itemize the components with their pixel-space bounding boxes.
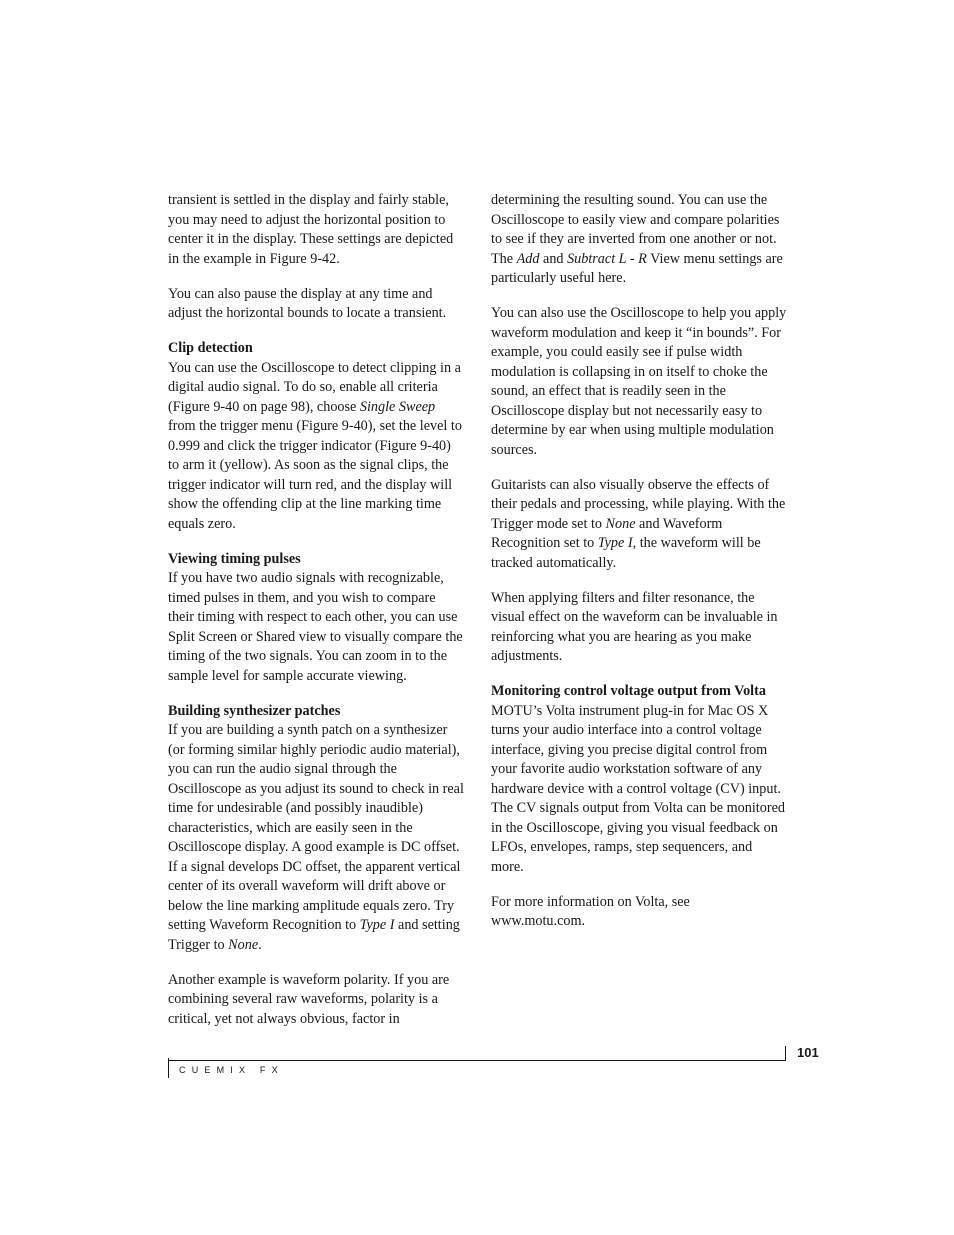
emphasis: Type I [597,535,633,552]
page-number-tick [785,1046,786,1061]
paragraph: You can also use the Oscilloscope to help you apply waveform modulation and keep it “in bounds”. For example, you could easily see if pulse width modulation is collapsing in on itself to choke the sound, an effect that is readily seen in the Oscilloscope display but not necessarily easy to determine by ear when using multiple modulation sources. [491,305,787,458]
text-run: MOTU’s Volta instrument plug-in for Mac OS X turns your audio interface into a control voltage interface, giving you precise digital control from your favorite audio workstation software of any hardware device with a control voltage (CV) input. The CV signals output from Volta can be monitored in the Oscilloscope, giving you visual feedback on LFOs, envelopes, ramps, step sequencers, and more. [491,702,785,875]
page-number: 101 [797,1045,819,1060]
paragraph: Another example is waveform polarity. If you are combining several raw waveforms, polarity is a critical, yet not always obvious, factor in [168,971,450,1027]
right-column [491,191,787,948]
paragraph: You can also pause the display at any time and adjust the horizontal bounds to locate a transient. [168,285,447,322]
text-run: and Waveform Recognition set to [491,515,723,552]
text-run: and [539,250,568,267]
text-run: You can use the Oscilloscope to detect clipping in a digital audio signal. To do so, enable all criteria (Figure 9-40 on page 98), choose [168,359,461,415]
emphasis: None [605,515,636,532]
emphasis: Add [516,250,540,267]
paragraph [491,191,787,289]
text-run: . [258,936,262,953]
section-clip-detection [168,339,464,534]
text-run: and setting Trigger to [168,917,460,953]
emphasis: None [228,936,259,953]
section-volta [491,682,787,877]
section-synth-patches [168,702,464,956]
text-run: If you have two audio signals with recognizable, timed pulses in them, and you wish to compare their timing with respect to each other, you can use Split Screen or Shared view to visually compare the timing of the two signals. You can zoom in to the sample level for sample accurate viewing. [168,570,463,684]
emphasis: Subtract L - R [567,250,647,267]
emphasis: Single Sweep [359,398,436,415]
paragraph: When applying filters and filter resonance, the visual effect on the waveform can be invaluable in reinforcing what you are hearing as you make adjustments. [491,589,778,665]
section-heading: Viewing timing pulses [168,550,301,567]
running-title: CUEMIX FX [179,1065,284,1075]
text-run: If you are building a synth patch on a synthesizer (or forming similar highly periodic audio material), you can run the audio signal through the Oscilloscope as you adjust its sound to check in real time for undesirable (and possibly inaudible) characteristics, which are easily seen in the Oscilloscope display. A good example is DC offset. If a signal develops DC offset, the apparent vertical center of its overall waveform will drift above or below the line marking amplitude equals zero. Try setting Waveform Recognition to [168,722,464,934]
text-run: Guitarists can also visually observe the effects of their pedals and processing, while playing. With the Trigger mode set to [491,476,786,532]
footer-left-tick [168,1058,169,1078]
text-run: View menu settings are particularly useful here. [491,250,783,286]
section-heading: Building synthesizer patches [168,702,341,719]
paragraph [491,476,787,574]
emphasis: Type I [359,917,395,934]
text-run: determining the resulting sound. You can use the Oscilloscope to easily view and compare polarities to see if they are inverted from one another or not. The [491,192,780,267]
section-heading: Monitoring control voltage output from Volta [491,683,766,700]
left-column [168,191,464,1045]
paragraph: For more information on Volta, see www.motu.com. [491,893,690,930]
section-heading: Clip detection [168,340,253,357]
text-run: , the waveform will be tracked automatically. [491,535,761,571]
section-timing-pulses [168,550,464,687]
footer-rule [168,1060,785,1061]
text-run: from the trigger menu (Figure 9-40), set the level to 0.999 and click the trigger indicator (Figure 9-40) to arm it (yellow). As soon as the signal clips, the trigger indicator will turn red, and the display will show the offending clip at the line marking time equals zero. [168,418,462,532]
paragraph: transient is settled in the display and fairly stable, you may need to adjust the horizontal position to center it in the display. These settings are depicted in the example in Figure 9-42. [168,192,454,267]
